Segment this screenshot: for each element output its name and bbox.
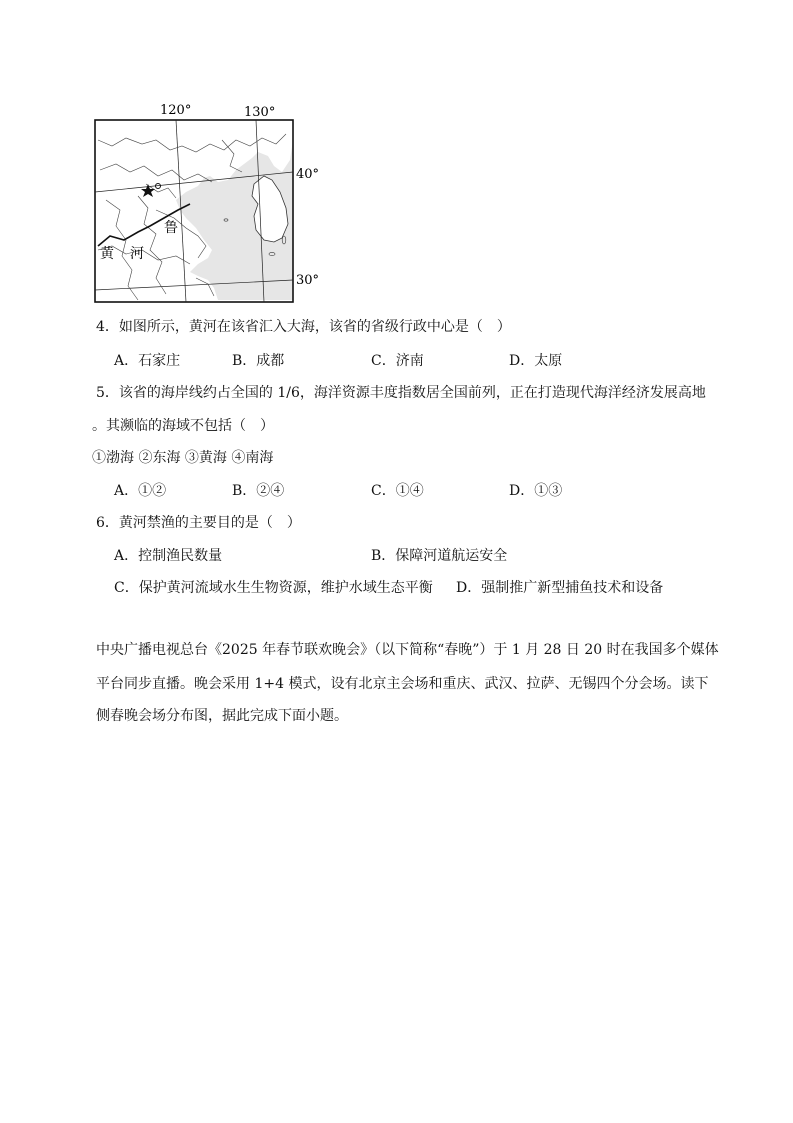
label-lu: 鲁 bbox=[164, 220, 178, 236]
question-5-option-a[interactable]: A．①② bbox=[114, 483, 167, 499]
label-lat-30: 30° bbox=[296, 273, 320, 288]
label-lon-130: 130° bbox=[244, 105, 276, 120]
label-lat-40: 40° bbox=[296, 167, 320, 182]
question-5-option-d[interactable]: D．①③ bbox=[509, 483, 563, 499]
question-5-option-b[interactable]: B．②④ bbox=[232, 483, 285, 499]
question-5-stem-line2: 。其濒临的海域不包括（ ） bbox=[92, 418, 274, 434]
question-5-option-c[interactable]: C．①④ bbox=[371, 483, 424, 499]
question-4-option-d[interactable]: D．太原 bbox=[509, 353, 563, 369]
question-6-option-d[interactable]: D．强制推广新型捕鱼技术和设备 bbox=[456, 580, 664, 596]
question-4-stem: 4．如图所示，黄河在该省汇入大海，该省的省级行政中心是（ ） bbox=[96, 319, 511, 335]
question-6-option-c[interactable]: C．保护黄河流域水生生物资源，维护水域生态平衡 bbox=[114, 580, 433, 596]
question-4-option-b[interactable]: B．成都 bbox=[232, 353, 285, 369]
passage-line-2: 平台同步直播。晚会采用 1+4 模式，设有北京主会场和重庆、武汉、拉萨、无锡四个分会场。读下 bbox=[96, 676, 709, 692]
question-4-option-a[interactable]: A．石家庄 bbox=[114, 353, 181, 369]
question-4-option-c[interactable]: C．济南 bbox=[371, 353, 424, 369]
label-lon-120: 120° bbox=[160, 103, 192, 118]
map-figure bbox=[86, 100, 326, 310]
question-6-stem: 6．黄河禁渔的主要目的是（ ） bbox=[96, 515, 301, 531]
label-huang: 黄 bbox=[100, 246, 114, 262]
question-5-choices: ①渤海 ②东海 ③黄海 ④南海 bbox=[92, 450, 274, 466]
question-6-option-b[interactable]: B．保障河道航运安全 bbox=[371, 548, 508, 564]
label-he: 河 bbox=[130, 246, 144, 262]
question-6-option-a[interactable]: A．控制渔民数量 bbox=[114, 548, 223, 564]
question-5-stem-line1: 5．该省的海岸线约占全国的 1/6，海洋资源丰度指数居全国前列，正在打造现代海洋经济发展高地 bbox=[96, 385, 706, 401]
shandong-region-map bbox=[86, 100, 326, 310]
passage-line-3: 侧春晚会场分布图，据此完成下面小题。 bbox=[96, 708, 348, 724]
passage-line-1: 中央广播电视总台《2025 年春节联欢晚会》（以下简称“春晚”）于 1 月 28 日 20 时在我国多个媒体 bbox=[96, 642, 719, 658]
